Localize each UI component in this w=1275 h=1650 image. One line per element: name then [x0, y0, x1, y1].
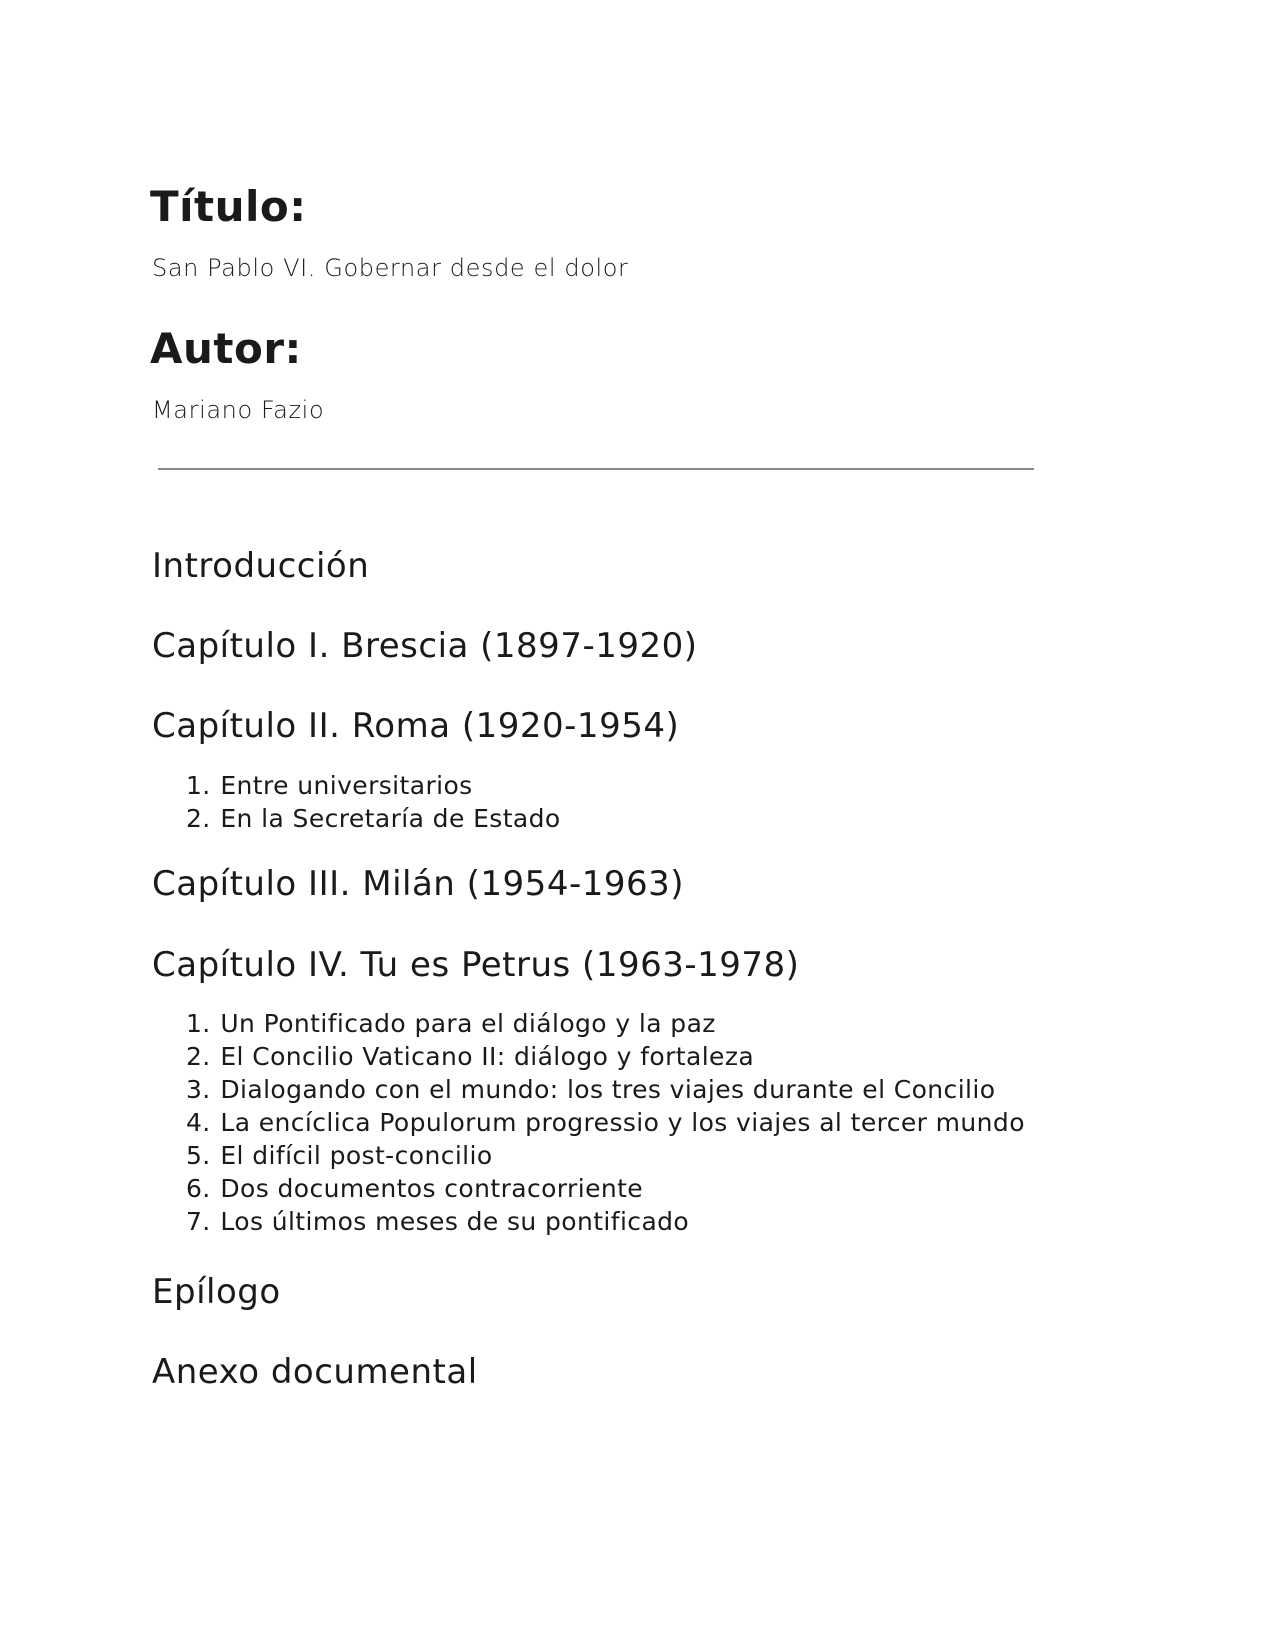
- toc-section-item: 2. En la Secretaría de Estado: [186, 804, 561, 833]
- toc-section-item: 5. El difícil post-concilio: [186, 1141, 493, 1170]
- toc-section-item: 6. Dos documentos contracorriente: [186, 1174, 644, 1203]
- toc-section-item: 2. El Concilio Vaticano II: diálogo y fortaleza: [186, 1042, 755, 1071]
- toc-chapter-4: Capítulo IV. Tu es Petrus (1963-1978): [152, 945, 800, 985]
- toc-introduction: Introducción: [152, 546, 370, 586]
- title-label: Título:: [150, 182, 307, 231]
- horizontal-divider: [158, 468, 1034, 470]
- toc-chapter-1: Capítulo I. Brescia (1897-1920): [152, 626, 698, 666]
- toc-section-item: 1. Entre universitarios: [186, 771, 473, 800]
- toc-annex: Anexo documental: [152, 1352, 478, 1392]
- author-value: Mariano Fazio: [152, 396, 325, 424]
- author-label: Autor:: [150, 324, 302, 373]
- toc-section-item: 3. Dialogando con el mundo: los tres viajes durante el Concilio: [186, 1075, 996, 1104]
- toc-chapter-4-sections: [186, 1007, 1025, 1238]
- toc-section-item: 7. Los últimos meses de su pontificado: [186, 1207, 690, 1236]
- toc-section-item: 1. Un Pontificado para el diálogo y la paz: [186, 1009, 716, 1038]
- toc-epilogue: Epílogo: [152, 1272, 281, 1312]
- toc-chapter-2-sections: [186, 769, 561, 835]
- toc-chapter-3: Capítulo III. Milán (1954-1963): [152, 864, 685, 904]
- title-value: San Pablo VI. Gobernar desde el dolor: [152, 254, 629, 282]
- toc-section-item: 4. La encíclica Populorum progressio y los viajes al tercer mundo: [186, 1108, 1025, 1137]
- toc-chapter-2: Capítulo II. Roma (1920-1954): [152, 706, 680, 746]
